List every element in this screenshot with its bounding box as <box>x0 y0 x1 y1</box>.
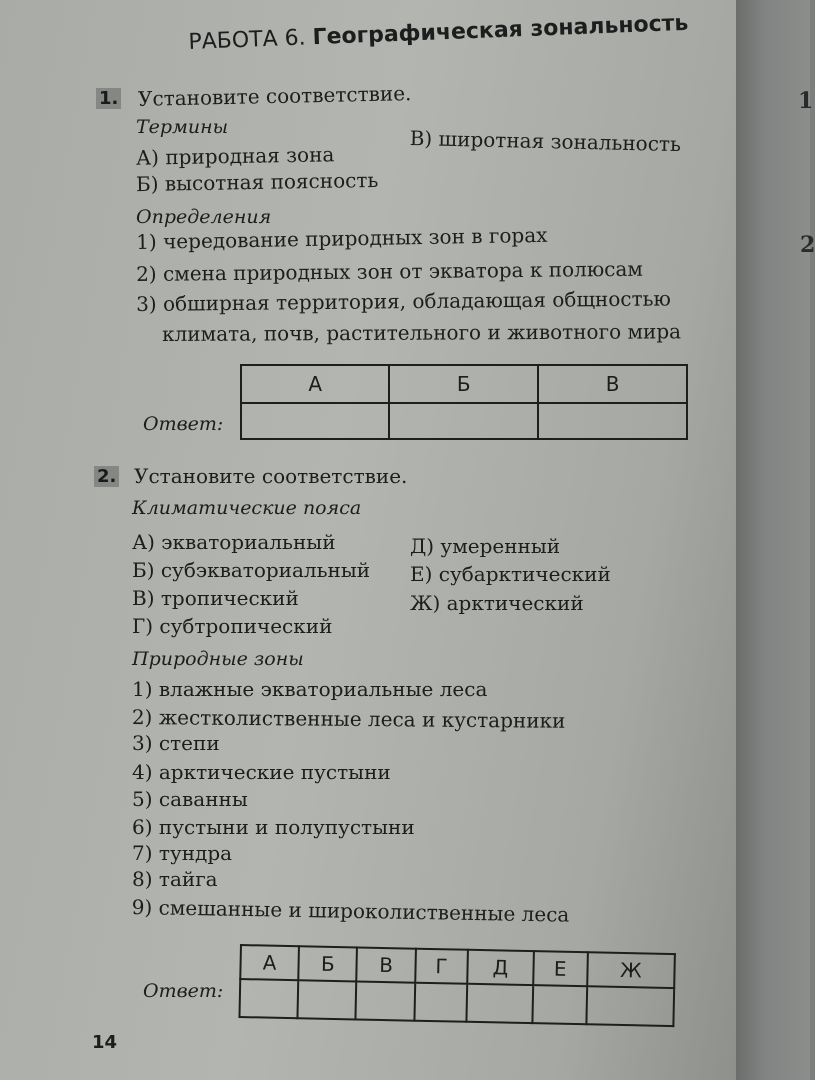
definition-2: 2) смена природных зон от экватора к полюсам <box>136 256 644 286</box>
belts-heading: Климатические пояса <box>132 497 362 519</box>
task2-col-g: Г <box>415 949 468 984</box>
task2-answer-cell-a[interactable] <box>239 979 298 1018</box>
task1-col-a: А <box>241 365 389 403</box>
definition-3: 3) обширная территория, обладающая общностью <box>136 286 672 316</box>
term-v: В) широтная зональность <box>409 126 682 157</box>
zone-8: 8) тайга <box>132 867 218 891</box>
task1-number: 1. <box>96 88 121 109</box>
zone-6: 6) пустыни и полупустыни <box>132 815 415 839</box>
task2-col-zh: Ж <box>587 952 675 988</box>
term-b: Б) высотная поясность <box>135 167 379 197</box>
task1-col-v: В <box>538 365 687 403</box>
belt-b: Б) субэкваториальный <box>132 558 371 582</box>
task2-answer-cell-g[interactable] <box>414 983 467 1022</box>
belt-a: А) экваториальный <box>132 530 336 554</box>
task2-answer-cell-e[interactable] <box>532 985 587 1024</box>
task1-answer-label: Ответ: <box>143 413 224 435</box>
zone-5: 5) саванны <box>132 787 248 811</box>
edge-mark-1: 1 <box>798 88 814 114</box>
belt-e: Е) субарктический <box>410 562 611 586</box>
task2-answer-cell-v[interactable] <box>356 981 415 1020</box>
belt-d: Д) умеренный <box>410 534 561 558</box>
zone-4: 4) арктические пустыни <box>132 760 391 784</box>
task2-col-b: Б <box>298 946 357 981</box>
page-title <box>188 11 689 55</box>
belt-g: Г) субтропический <box>132 614 333 638</box>
task2-answer-cell-zh[interactable] <box>586 986 674 1026</box>
task2-answer-label: Ответ: <box>143 980 224 1002</box>
definition-3-cont: климата, почв, растительного и животного мира <box>162 319 682 346</box>
task2-number: 2. <box>94 466 119 487</box>
zones-heading: Природные зоны <box>132 648 304 670</box>
task1-answer-cell-b[interactable] <box>389 403 538 439</box>
task2-col-e: Е <box>533 951 588 986</box>
page-number: 14 <box>92 1032 118 1053</box>
belt-zh: Ж) арктический <box>410 591 584 615</box>
definition-1: 1) чередование природных зон в горах <box>136 222 548 254</box>
task2-col-d: Д <box>467 950 533 985</box>
task1-answer-cell-a[interactable] <box>241 403 389 439</box>
next-page-edge <box>736 0 815 1080</box>
task1-col-b: Б <box>389 365 538 403</box>
belt-v: В) тропический <box>132 586 299 610</box>
task2-col-a: А <box>240 945 299 980</box>
terms-heading: Термины <box>136 116 229 138</box>
zone-3: 3) степи <box>132 731 220 755</box>
task1-answer-table <box>240 364 688 440</box>
zone-2: 2) жестколиственные леса и кустарники <box>131 705 566 733</box>
term-a: А) природная зона <box>135 142 335 170</box>
definitions-heading: Определения <box>136 206 272 228</box>
task1-answer-cell-v[interactable] <box>538 403 687 439</box>
task2-answer-table <box>238 944 675 1027</box>
task2-answer-cell-d[interactable] <box>467 984 533 1023</box>
task1-instruction: Установите соответствие. <box>137 81 412 111</box>
zone-9: 9) смешанные и широколиственные леса <box>131 895 570 927</box>
task2-instruction: Установите соответствие. <box>134 464 408 488</box>
title-main: Географическая зональность <box>312 10 689 51</box>
title-prefix: РАБОТА 6. <box>188 25 307 55</box>
task2-answer-cell-b[interactable] <box>298 980 357 1019</box>
zone-7: 7) тундра <box>132 841 233 865</box>
edge-mark-2: 2 <box>800 232 815 258</box>
task2-col-v: В <box>357 947 416 982</box>
zone-1: 1) влажные экваториальные леса <box>132 677 488 701</box>
